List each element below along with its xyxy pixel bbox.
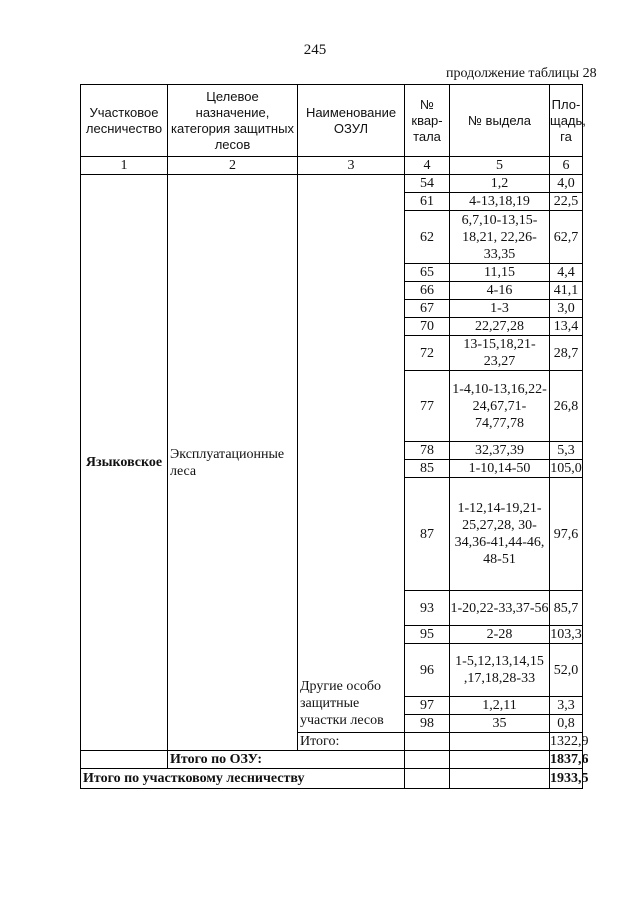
ozul-name: Другие особо защитные участки лесов [298, 175, 405, 733]
area-cell: 13,4 [550, 318, 583, 336]
header-forestry: Участковое лесничество [81, 85, 168, 157]
allotment-cell: 1-20,22-33,37-56 [450, 591, 550, 626]
area-cell: 22,5 [550, 193, 583, 211]
quarter-cell: 66 [405, 282, 450, 300]
empty-cell [405, 733, 450, 751]
allotment-cell: 1-10,14-50 [450, 460, 550, 478]
purpose-name: Эксплуатационные леса [168, 175, 298, 751]
quarter-cell: 62 [405, 211, 450, 264]
quarter-cell: 95 [405, 626, 450, 644]
area-cell: 62,7 [550, 211, 583, 264]
column-number: 4 [405, 157, 450, 175]
quarter-cell: 85 [405, 460, 450, 478]
column-number: 3 [298, 157, 405, 175]
forestry-name: Языковское [81, 175, 168, 751]
subtotal-label: Итого: [298, 733, 405, 751]
forestry-total-row [81, 769, 583, 789]
table-body [81, 175, 589, 789]
quarter-cell: 61 [405, 193, 450, 211]
quarter-cell: 98 [405, 715, 450, 733]
allotment-cell: 11,15 [450, 264, 550, 282]
header-allotment: № выдела [450, 85, 550, 157]
header-quarter: № квар-тала [405, 85, 450, 157]
column-number: 6 [550, 157, 583, 175]
header-area: Пло-щадь, га [550, 85, 583, 157]
area-cell: 52,0 [550, 644, 583, 697]
allotment-cell: 13-15,18,21-23,27 [450, 336, 550, 371]
ozu-total-label: Итого по ОЗУ: [168, 751, 405, 769]
table-row [81, 175, 583, 193]
quarter-cell: 77 [405, 371, 450, 442]
ozu-total-row [81, 751, 583, 769]
quarter-cell: 70 [405, 318, 450, 336]
area-cell: 26,8 [550, 371, 583, 442]
quarter-cell: 96 [405, 644, 450, 697]
quarter-cell: 78 [405, 442, 450, 460]
allotment-cell: 4-13,18,19 [450, 193, 550, 211]
area-cell: 97,6 [550, 478, 583, 591]
allotment-cell: 4-16 [450, 282, 550, 300]
allotment-cell: 1-4,10-13,16,22-24,67,71-74,77,78 [450, 371, 550, 442]
page-number: 245 [303, 42, 327, 58]
subtotal-value: 1322,9 [550, 734, 589, 749]
quarter-cell: 72 [405, 336, 450, 371]
empty-cell [405, 769, 450, 789]
quarter-cell: 93 [405, 591, 450, 626]
quarter-cell: 54 [405, 175, 450, 193]
area-cell: 105,0 [550, 461, 582, 476]
allotment-cell: 1,2 [450, 175, 550, 193]
allotment-cell: 22,27,28 [450, 318, 550, 336]
allotment-cell: 1-3 [450, 300, 550, 318]
empty-cell [405, 751, 450, 769]
table-continuation-note: продолжение таблицы 28 [446, 66, 597, 81]
allotment-cell: 1-5,12,13,14,15 ,17,18,28-33 [450, 644, 550, 697]
forestry-total-label: Итого по участковому лесничеству [81, 769, 405, 789]
header-ozul: Наименование ОЗУЛ [298, 85, 405, 157]
area-cell: 41,1 [550, 282, 583, 300]
area-cell: 4,0 [550, 175, 583, 193]
allotment-cell: 1,2,11 [450, 697, 550, 715]
ozu-total-value: 1837,6 [550, 752, 589, 767]
area-cell: 4,4 [550, 264, 583, 282]
column-number: 1 [81, 157, 168, 175]
empty-cell [450, 769, 550, 789]
empty-cell [81, 751, 168, 769]
allotment-cell: 32,37,39 [450, 442, 550, 460]
area-cell: 3,0 [550, 300, 583, 318]
quarter-cell: 87 [405, 478, 450, 591]
column-number: 5 [450, 157, 550, 175]
area-cell: 0,8 [550, 715, 583, 733]
area-cell: 5,3 [550, 442, 583, 460]
header-purpose: Целевое назначение, категория защитных лесов [168, 85, 298, 157]
area-cell: 103,3 [550, 627, 582, 642]
allotment-cell: 6,7,10-13,15-18,21, 22,26-33,35 [450, 211, 550, 264]
forest-table [80, 84, 589, 789]
area-cell: 3,3 [550, 697, 583, 715]
allotment-cell: 1-12,14-19,21-25,27,28, 30-34,36-41,44-46, 48-51 [450, 478, 550, 591]
area-cell: 28,7 [550, 336, 583, 371]
quarter-cell: 97 [405, 697, 450, 715]
column-number: 2 [168, 157, 298, 175]
area-cell: 85,7 [550, 591, 583, 626]
empty-cell [450, 733, 550, 751]
header-row [81, 85, 583, 157]
quarter-cell: 67 [405, 300, 450, 318]
column-number-row [81, 157, 583, 175]
forestry-total-value: 1933,5 [550, 769, 583, 789]
allotment-cell: 35 [450, 715, 550, 733]
quarter-cell: 65 [405, 264, 450, 282]
empty-cell [450, 751, 550, 769]
allotment-cell: 2-28 [450, 626, 550, 644]
